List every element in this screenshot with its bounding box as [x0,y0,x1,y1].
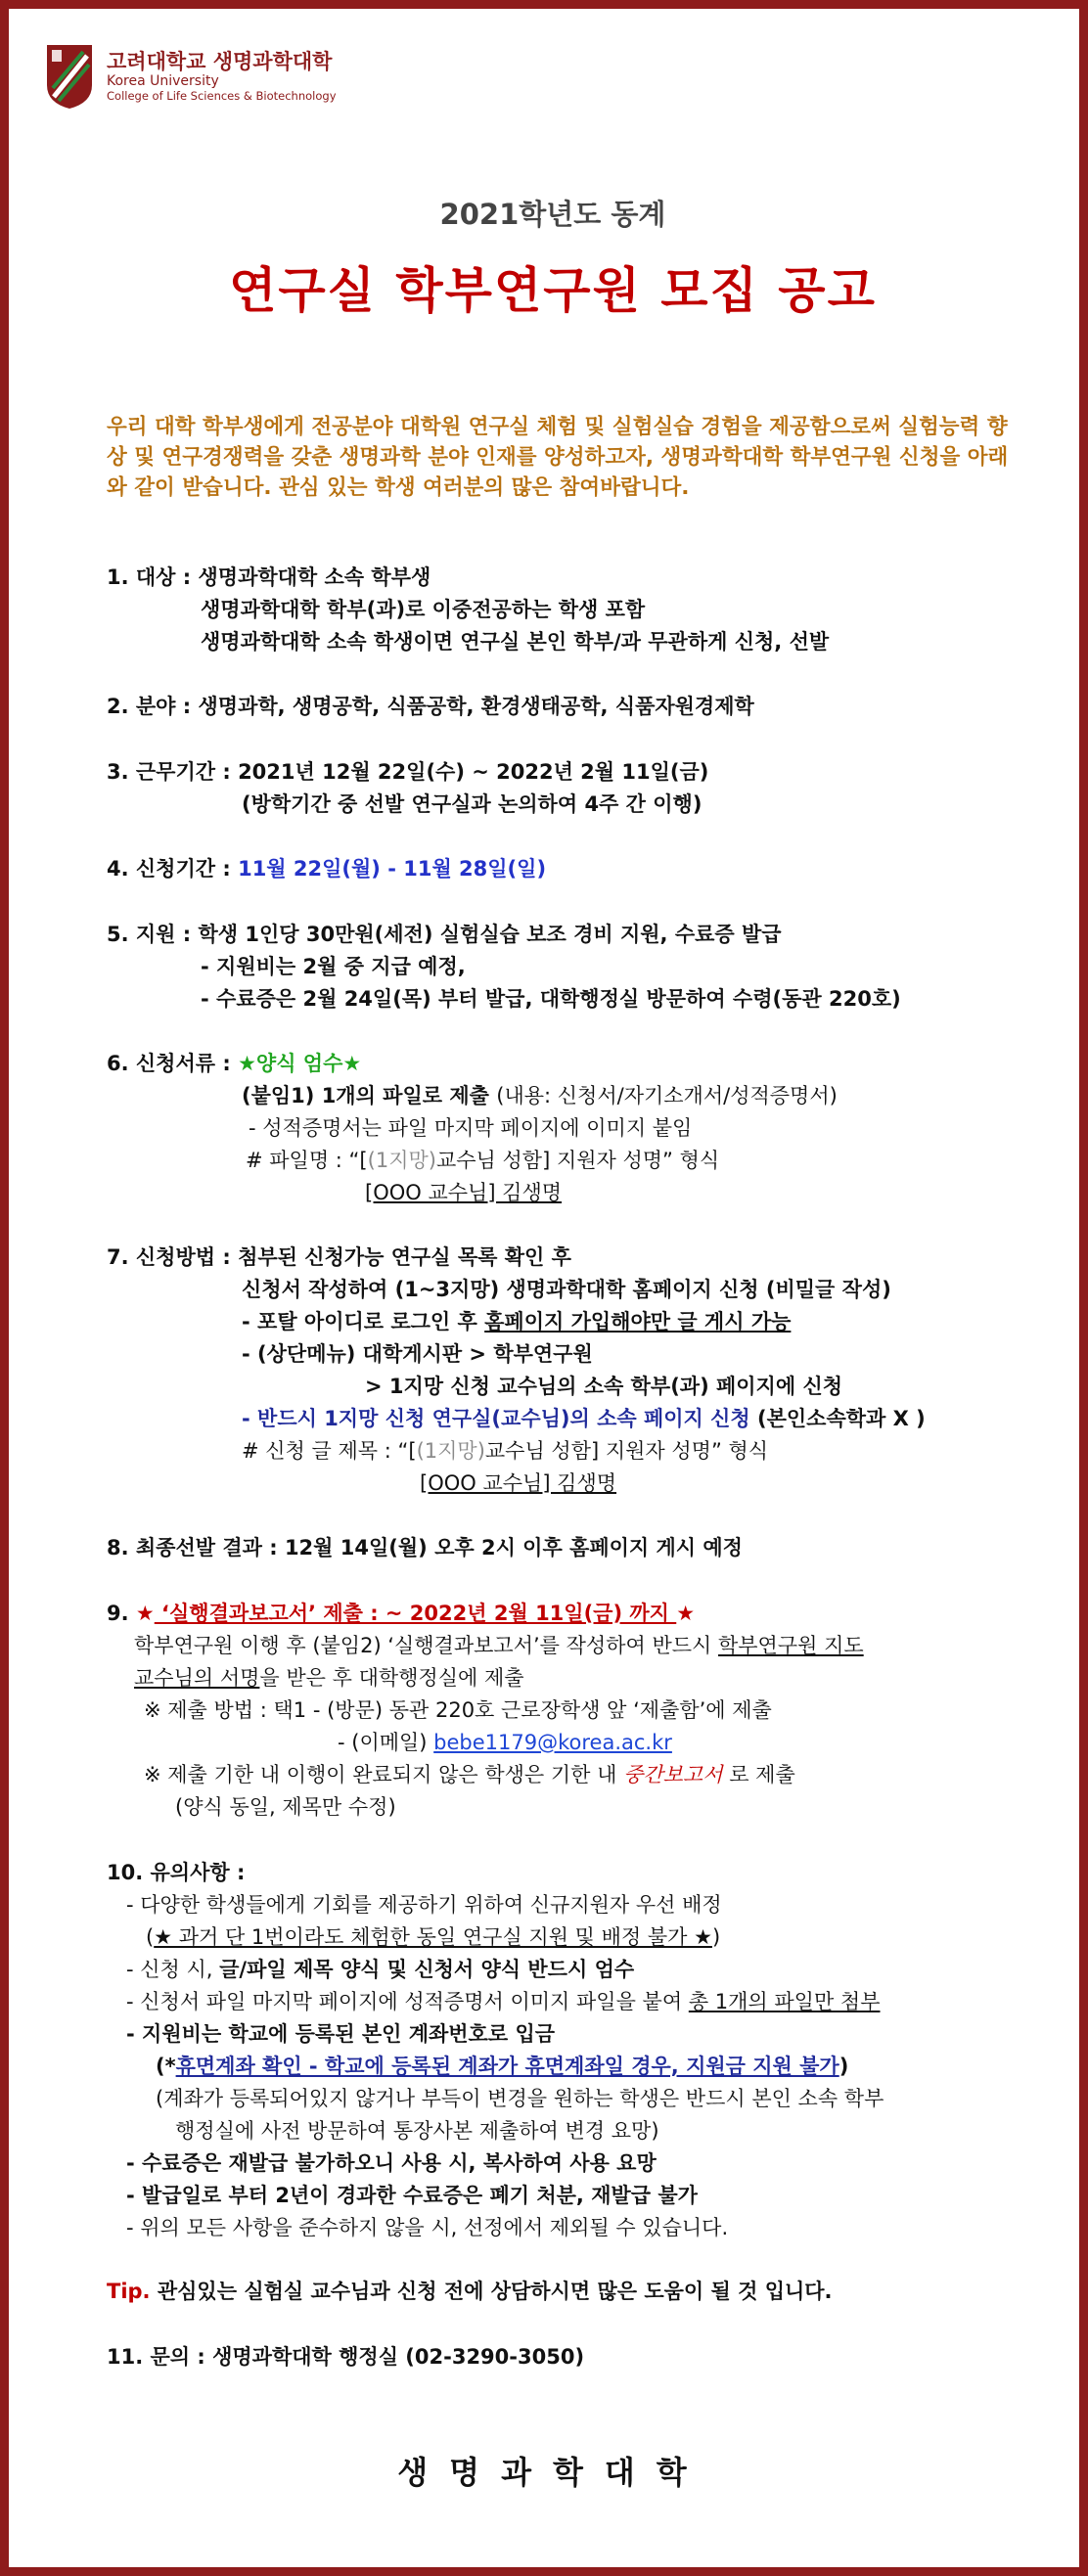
section-line: - (상단메뉴) 대학게시판 > 학부연구원 [242,1342,593,1366]
section-fields [107,691,1046,723]
section-line: 로 제출 [722,1763,795,1786]
section-line: 3. 근무기간 : 2021년 12월 22일(수) ~ 2022년 2월 11일(금) [107,760,709,784]
filename-example: [OOO 교수님] 김생명 [365,1181,563,1204]
section-line: (내용: 신청서/자기소개서/성적증명서) [496,1084,838,1107]
section-line: 10. 유의사항 : [107,1861,246,1884]
section-line: (본인소속학과 X ) [757,1407,926,1430]
application-period-value: 11월 22일(월) - 11월 28일(일) [238,857,547,881]
section-line: 교수님 성함] 지원자 성명” 형식 [484,1439,769,1463]
section-line: - 수료증은 2월 24일(목) 부터 발급, 대학행정실 방문하여 수령(동관 220호) [201,987,901,1011]
section-line: ※ 제출 방법 : 택1 - (방문) 동관 220호 근로장학생 앞 ‘제출함’에 제출 [144,1698,772,1722]
section-line: 행정실에 사전 방문하여 통장사본 제출하여 변경 요망) [175,2119,659,2143]
section-line: 7. 신청방법 : 첨부된 신청가능 연구실 목록 확인 후 [107,1245,571,1269]
section-line: 5. 지원 : 학생 1인당 30만원(세전) 실험실습 보조 경비 지원, 수료증 발급 [107,923,782,946]
section-line: 교수님의 서명 [134,1666,260,1690]
section-notes [107,1857,1046,2244]
tip-label: Tip. [107,2280,151,2303]
section-line: - 다양한 학생들에게 기회를 제공하기 위하여 신규지원자 우선 배정 [126,1893,722,1917]
section-eligibility [107,562,1046,658]
section-line: - 반드시 1지망 신청 연구실(교수님)의 소속 페이지 신청 [242,1407,758,1430]
logo-college-name: College of Life Sciences & Biotechnology [107,88,337,103]
section-report [107,1598,1046,1824]
section-line: (붙임1) 1개의 파일로 제출 [242,1084,497,1107]
tip-note [107,2276,1046,2308]
section-support [107,919,1046,1016]
section-label: 4. 신청기간 : [107,857,239,881]
section-line: ( [146,1925,155,1949]
section-line: > 1지망 신청 교수님의 소속 학부(과) 페이지에 신청 [365,1375,843,1398]
section-line: ) [839,2055,849,2078]
section-application-period [107,853,1046,885]
section-line: 중간보고서 [623,1763,723,1786]
section-line: 글/파일 제목 양식 및 신청서 양식 반드시 엄수 [219,1958,635,1981]
university-logo [44,42,337,111]
tip-text: 관심있는 실험실 교수님과 신청 전에 상담하시면 많은 도움이 될 것 입니다. [150,2280,833,2303]
logo-english-name: Korea University [107,73,219,90]
section-line: - 지원비는 2월 중 지급 예정, [201,955,466,978]
section-documents [107,1048,1046,1209]
email-link[interactable]: bebe1179@korea.ac.kr [433,1731,672,1754]
section-line: 신청서 작성하여 (1~3지망) 생명과학대학 홈페이지 신청 (비밀글 작성) [242,1278,891,1301]
section-line: 총 1개의 파일만 첨부 [688,1990,881,2013]
section-line: 학부연구원 이행 후 (붙임2) ‘실행결과보고서’를 작성하여 반드시 [134,1634,718,1657]
report-deadline: ‘실행결과보고서’ 제출 : ~ 2022년 2월 11일(금) 까지 [154,1602,677,1625]
section-line: - 수료증은 재발급 불가하오니 사용 시, 복사하여 사용 요망 [126,2151,657,2175]
section-line: (* [156,2055,176,2078]
section-line: - 위의 모든 사항을 준수하지 않을 시, 선정에서 제외될 수 있습니다. [126,2216,729,2239]
section-line: - 신청 시, [126,1958,220,1981]
semester-subtitle: 2021학년도 동계 [439,198,666,231]
section-line: (양식 동일, 제목만 수정) [175,1795,396,1819]
section-line: (방학기간 중 선발 연구실과 논의하여 4주 간 이행) [242,792,703,816]
section-line: - 발급일로 부터 2년이 경과한 수료증은 폐기 처분, 재발급 불가 [126,2184,698,2207]
section-label: 6. 신청서류 : [107,1052,239,1075]
section-line: - 지원비는 학교에 등록된 본인 계좌번호로 입금 [126,2022,556,2046]
section-line: 학부연구원 지도 [717,1634,864,1657]
star-icon: ★ [676,1602,696,1625]
section-line: 8. 최종선발 결과 : 12월 14일(월) 오후 2시 이후 홈페이지 게시 예정 [107,1536,743,1559]
section-contact [107,2341,1046,2373]
section-label: 9. [107,1602,136,1625]
section-line: 2. 분야 : 생명과학, 생명공학, 식품공학, 환경생태공학, 식품자원경제학 [107,695,754,718]
section-line: (1지망) [416,1439,485,1463]
section-line: - (이메일) [338,1731,434,1754]
logo-korean-name: 고려대학교 생명과학대학 [107,50,333,74]
section-line: 1. 대상 : 생명과학대학 소속 학부생 [107,565,431,589]
section-line: 홈페이지 가입해야만 글 게시 가능 [484,1310,792,1333]
section-line: ) [711,1925,721,1949]
section-application-method [107,1242,1046,1500]
intro-paragraph: 우리 대학 학부생에게 전공분야 대학원 연구실 체험 및 실험실습 경험을 제공함으로써 실험능력 향상 및 연구경쟁력을 갖춘 생명과학 분야 인재를 양성하고자, 생명과학대학 학부연구원 신청을 아래와 같이 받습니다. 관심 있는 학생 여러분의 많은 참여바랍니다. [107,415,1009,500]
section-line: 생명과학대학 학부(과)로 이중전공하는 학생 포함 [201,598,646,621]
section-line: # 신청 글 제목 : “[ [242,1439,417,1463]
crest-icon [44,42,95,111]
footer-college-name: 생명과학대학 [397,2454,708,2491]
page-title: 연구실 학부연구원 모집 공고 [229,262,877,319]
section-line: - 포탈 아이디로 로그인 후 [242,1310,485,1333]
post-title-example: [OOO 교수님] 김생명 [420,1471,617,1495]
section-line: ※ 제출 기한 내 이행이 완료되지 않은 학생은 기한 내 [144,1763,624,1786]
star-icon: ★ [135,1602,155,1625]
section-line: # 파일명 : “[ [246,1149,368,1172]
section-final-result [107,1532,1046,1564]
section-line: 생명과학대학 소속 학생이면 연구실 본인 학부/과 무관하게 신청, 선발 [201,630,830,654]
section-line: 휴면계좌 확인 - 학교에 등록된 계좌가 휴면계좌일 경우, 지원금 지원 불가 [175,2055,839,2078]
section-line: 11. 문의 : 생명과학대학 행정실 (02-3290-3050) [107,2345,585,2369]
section-line: 을 받은 후 대학행정실에 제출 [259,1666,524,1690]
section-line: (계좌가 등록되어있지 않거나 부득이 변경을 원하는 학생은 반드시 본인 소속 학부 [156,2087,884,2110]
section-line: ★ 과거 단 1번이라도 체험한 동일 연구실 지원 및 배정 불가 ★ [154,1925,712,1949]
section-line: 교수님 성함] 지원자 성명” 형식 [435,1149,720,1172]
section-line: - 성적증명서는 파일 마지막 페이지에 이미지 붙임 [249,1116,693,1140]
section-line: - 신청서 파일 마지막 페이지에 성적증명서 이미지 파일을 붙여 [126,1990,689,2013]
section-line: (1지망) [367,1149,436,1172]
strict-format-note: ★양식 엄수★ [238,1052,362,1075]
section-work-period [107,756,1046,821]
